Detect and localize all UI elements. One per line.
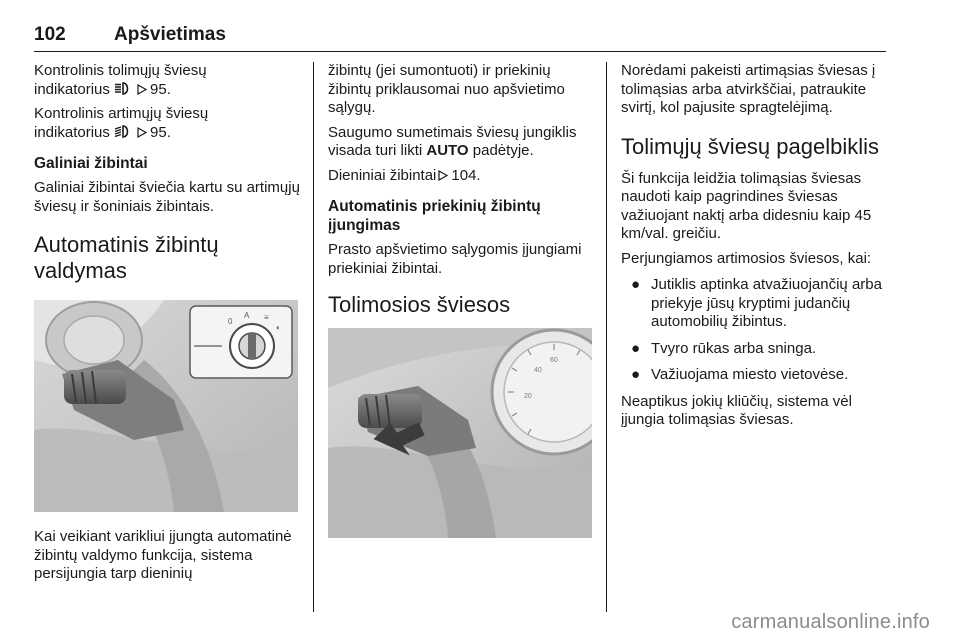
automatic-light-control-text: Kai veikiant varikliui įjungta automatinė žibintų valdymo funkcija, sistema persijungia tarp dieninių <box>34 528 292 582</box>
high-beam-reactivation-text: Neaptikus jokių kliūčių, sistema vėl įjungia tolimąsias šviesas. <box>621 392 852 428</box>
svg-text:A: A <box>244 311 250 320</box>
high-beam-assist-text: Ši funkcija leidžia tolimąsias šviesas naudoti kaip pagrindines šviesas važiuojant naktį arba didesniu kaip 45 km/val. greičiu. <box>621 169 872 242</box>
high-beam-lever-figure <box>328 328 592 538</box>
safety-note-text: Saugumo sumetimais šviesų jungiklis visada turi likti AUTO padėtyje. <box>328 123 577 159</box>
list-item: ● Jutiklis aptinka atvažiuojančių arba priekyje jūsų kryptimi judančių automobilių žibintus. <box>631 276 882 330</box>
svg-text:◐: ◐ <box>276 323 281 332</box>
column-divider-right <box>606 62 607 612</box>
column-2 <box>328 62 596 538</box>
page-reference[interactable]: 104. <box>451 166 481 184</box>
daytime-lights-continued-text: žibintų (jei sumontuoti) ir priekinių žibintų priklausomai nuo apšvietimo sąlygų. <box>328 62 565 116</box>
switch-to-low-beam-text: Perjungiamos artimosios šviesos, kai: <box>621 249 872 267</box>
high-beam-assist-heading: Tolimųjų šviesų pagelbiklis <box>621 133 880 159</box>
column-3 <box>621 62 889 436</box>
list-item: ● Tvyro rūkas arba sninga. <box>631 339 817 357</box>
high-beam-heading: Tolimosios šviesos <box>328 292 511 317</box>
automatic-headlight-activation-text: Prasto apšvietimo sąlygomis įjungiami priekiniai žibintai. <box>328 241 582 277</box>
page-number: 102 <box>34 24 66 45</box>
page-reference[interactable]: 95. <box>150 123 171 141</box>
low-beam-indicator-text: Kontrolinis artimųjų šviesų indikatorius 95. <box>34 105 209 141</box>
rear-lights-heading: Galiniai žibintai <box>34 155 148 172</box>
watermark: carmanualsonline.info <box>731 611 930 633</box>
column-1 <box>34 62 300 590</box>
light-switch-figure <box>34 300 298 512</box>
svg-text:0: 0 <box>228 317 233 326</box>
rear-lights-text: Galiniai žibintai šviečia kartu su artimųjų šviesų ir šoniniais žibintais. <box>34 179 300 215</box>
beam-switch-text: Norėdami pakeisti artimąsias šviesas į tolimąsias arba atvirkščiai, patraukite svirtį, kol pajusite spragtelėjimą. <box>621 62 876 116</box>
column-divider-left <box>313 62 314 612</box>
daytime-running-lights-text: Dieniniai žibintai 104. <box>328 166 481 184</box>
low-beam-icon <box>114 125 132 138</box>
page-reference-icon <box>137 82 147 93</box>
svg-text:20: 20 <box>524 393 532 400</box>
auto-position-label: AUTO <box>426 142 469 159</box>
page-reference-icon <box>137 125 147 136</box>
page-reference-icon <box>438 168 448 179</box>
chapter-title: Apšvietimas <box>114 24 226 45</box>
page-reference[interactable]: 95. <box>150 80 171 98</box>
automatic-light-control-heading: Automatinis žibintų valdymas <box>34 232 219 283</box>
high-beam-indicator-text: Kontrolinis tolimųjų šviesų indikatorius 95. <box>34 62 207 98</box>
automatic-headlight-activation-heading: Automatinis priekinių žibintų įjungimas <box>328 198 541 234</box>
svg-text:60: 60 <box>550 357 558 364</box>
page-header <box>34 24 886 52</box>
svg-text:40: 40 <box>534 367 542 374</box>
svg-text:≡: ≡ <box>264 313 269 322</box>
list-item: ● Važiuojama miesto vietovėse. <box>631 366 849 383</box>
high-beam-icon <box>114 82 132 95</box>
conditions-list <box>621 276 889 385</box>
